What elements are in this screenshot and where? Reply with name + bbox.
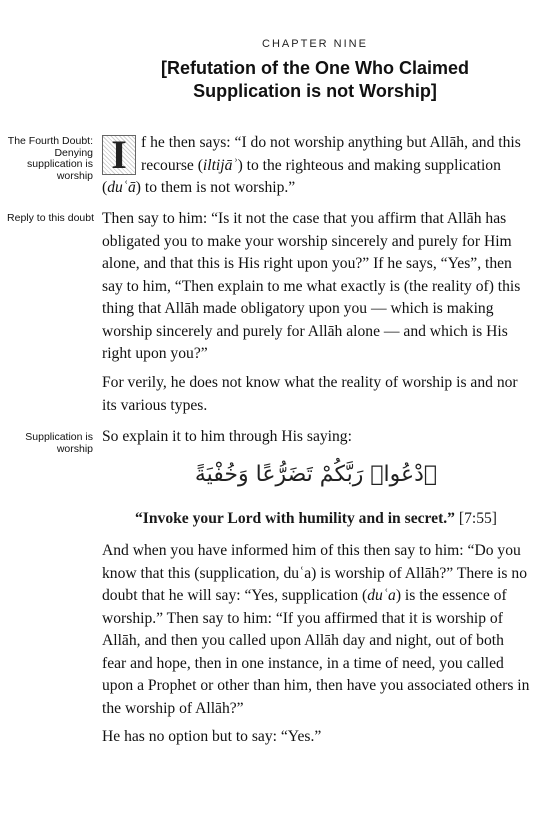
paragraph-2: Then say to him: “Is it not the case that you affirm that Allāh has obligated you to make your worship sincerely and purely for Him alone, and that this is His right upon you?” If he says, “Yes”, then say to him, “Then explain to me what exactly is (the reality of) this thing that Allāh made obligatory upon you — which is making worship sincerely and purely for Allāh alone — and which is His right upon you?” — [102, 210, 521, 362]
paragraph-5: And when you have informed him of this then say to him: “Do you know that this (supplication, duʿa) is worship of Allāh?” There is no doubt that he will say: “Yes, supplication (duʿa) is the essence of worship.” Then say to him: “If you affirmed that it is worship of Allāh, and then you called upon Allāh day and night, out of both fear and hope, then in one instance, in a time of need, you called upon a Prophet or other than him, then have you associated others in the worship of Allāh?” — [102, 542, 530, 717]
margin-note-fourth-doubt: The Fourth Doubt: Denying supplication is worship — [7, 135, 93, 182]
arabic-verse: ٱدْعُوا۟ رَبَّكُمْ تَضَرُّعًا وَخُفْيَةً — [194, 462, 438, 487]
drop-cap-ornament: I — [102, 135, 136, 175]
margin-note-reply: Reply to this doubt — [7, 212, 94, 224]
paragraph-6: He has no option but to say: “Yes.” — [102, 728, 322, 745]
chapter-label: CHAPTER NINE — [262, 38, 368, 50]
paragraph-1: I f he then says: “I do not worship anything but Allāh, and this recourse (iltijāʾ) to the righteous and making supplication (duʿā) to them is not worship.” — [102, 132, 521, 196]
title-line-2: Supplication is not Worship] — [193, 81, 437, 101]
title-line-1: [Refutation of the One Who Claimed — [161, 58, 469, 78]
verse-translation: “Invoke your Lord with humility and in secret.” [7:55] — [134, 510, 497, 527]
paragraph-3: For verily, he does not know what the reality of worship is and nor its various types. — [102, 374, 518, 414]
margin-note-supplication: Supplication is worship — [25, 431, 93, 455]
paragraph-4: So explain it to him through His saying: — [102, 428, 352, 445]
chapter-title — [0, 57, 555, 103]
verse-reference: [7:55] — [458, 510, 497, 527]
